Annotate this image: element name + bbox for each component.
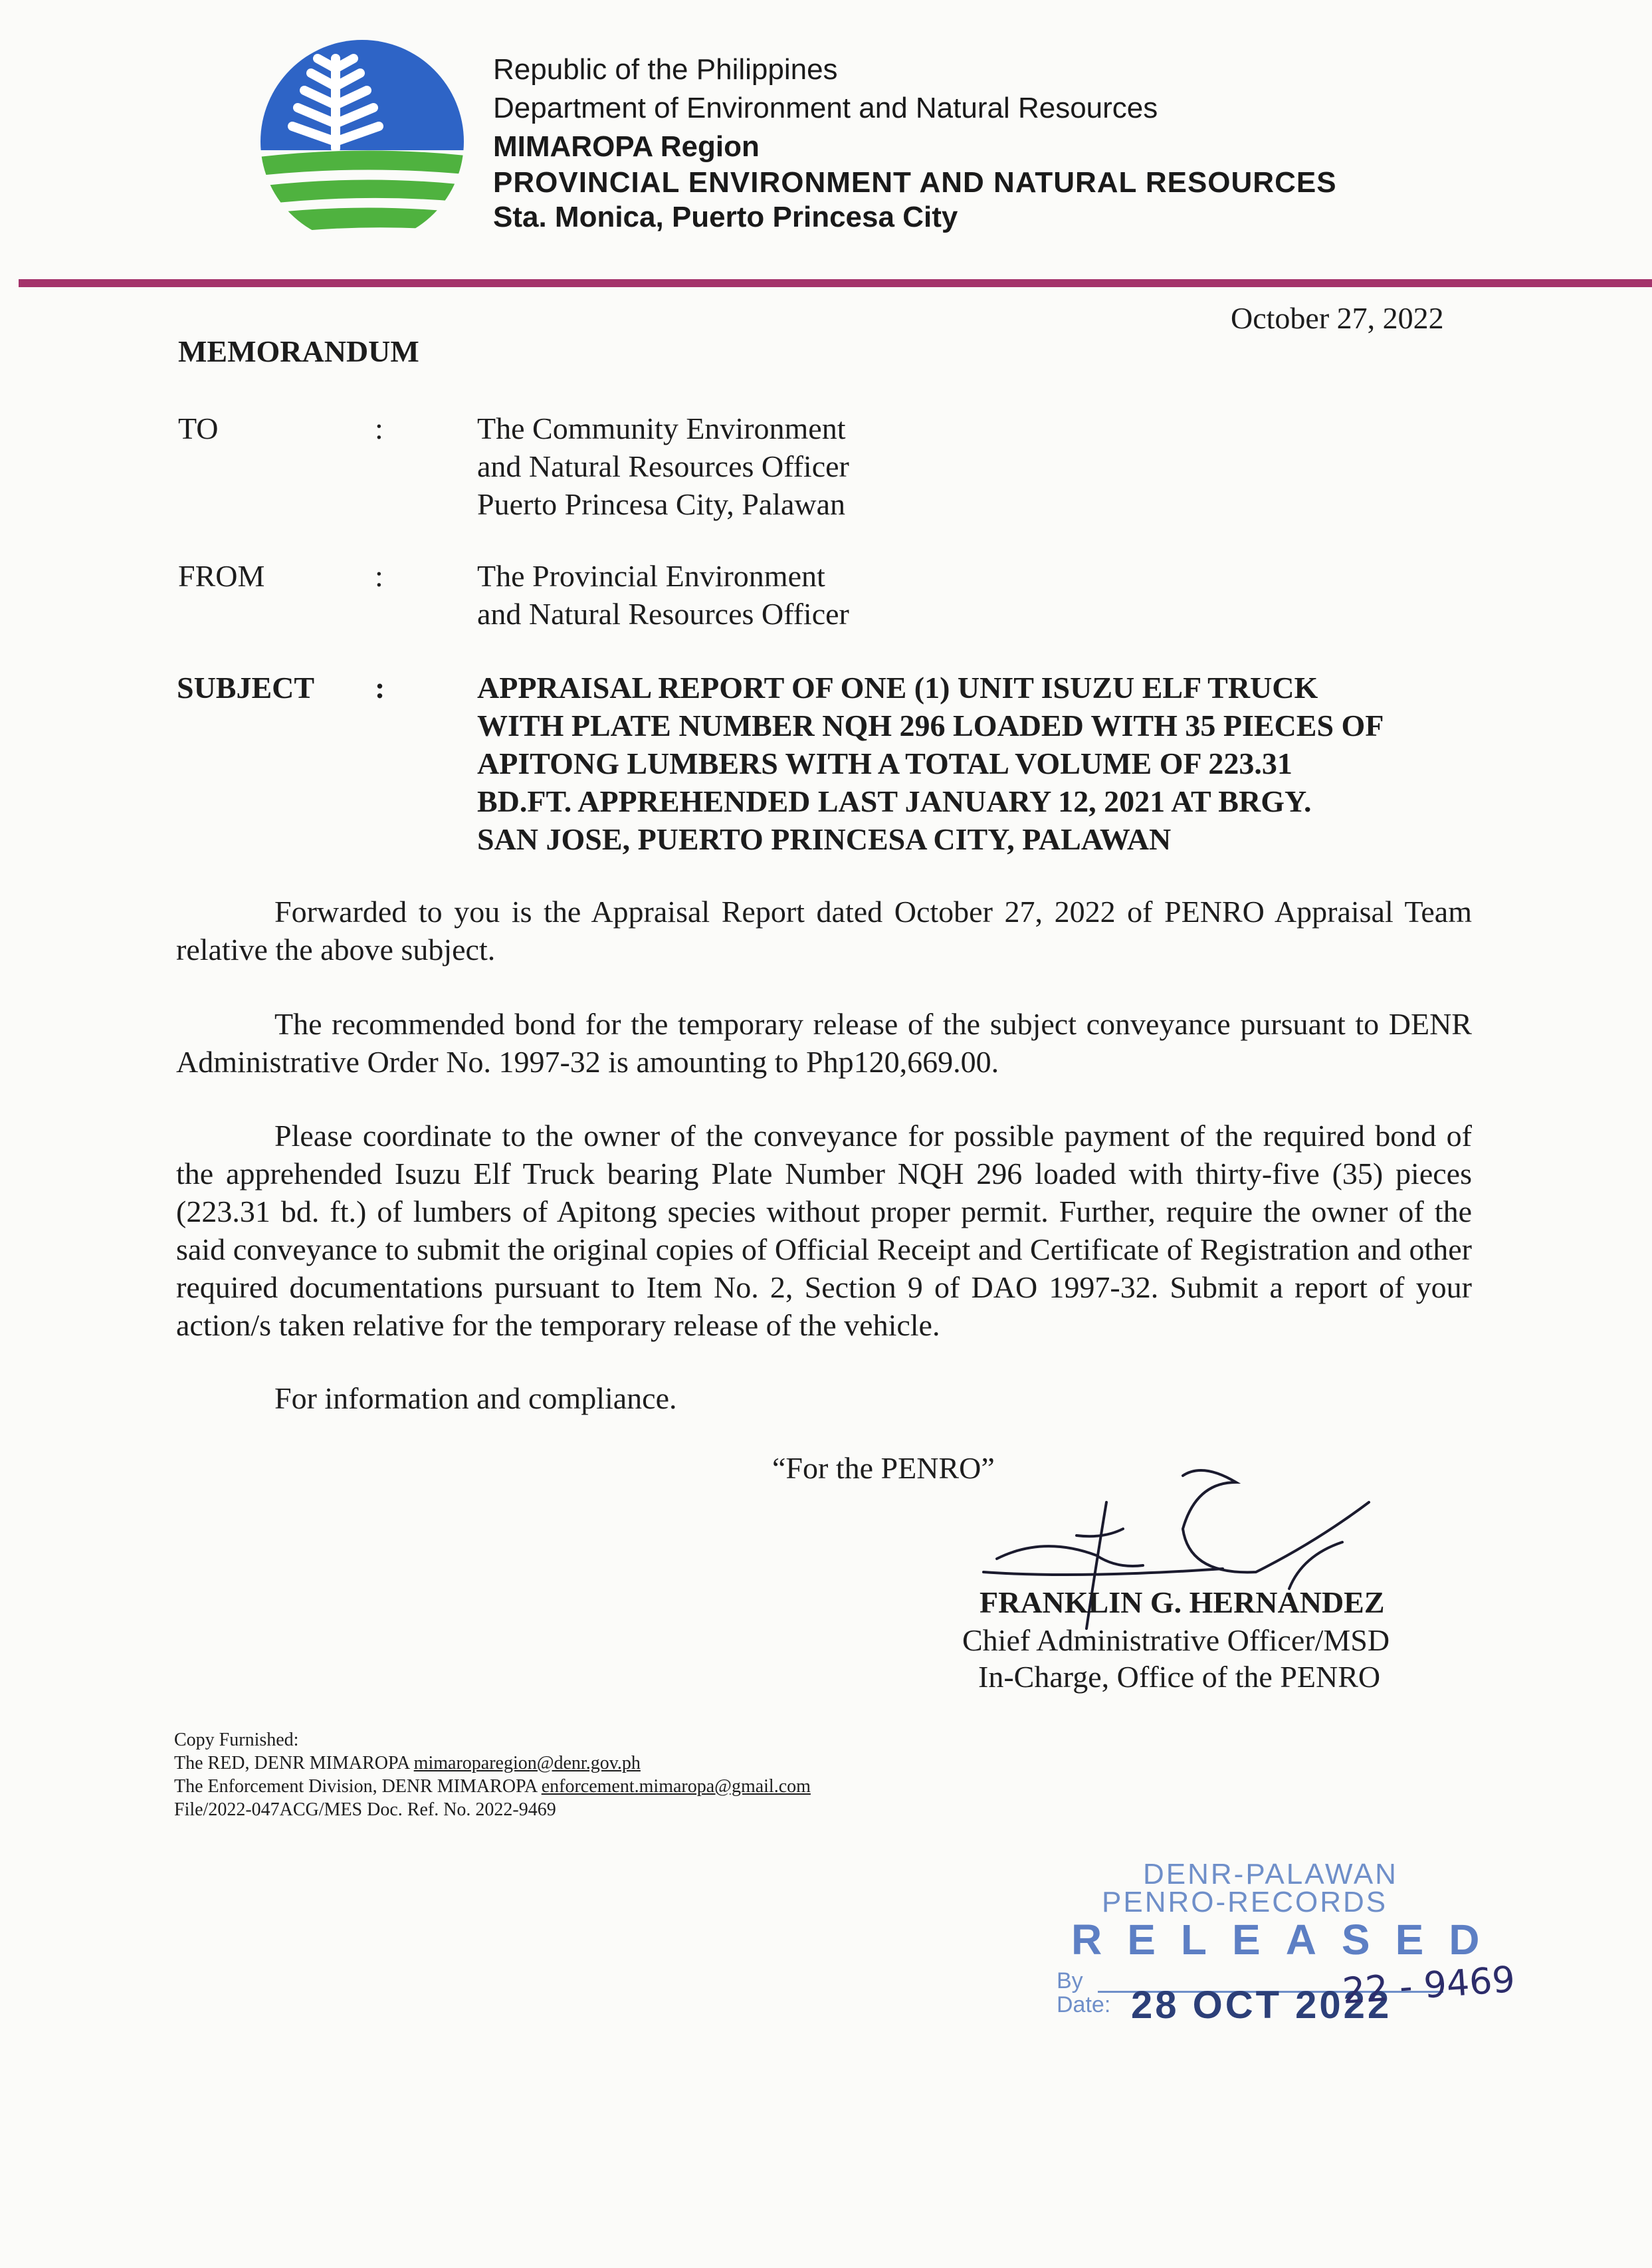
subject-line-3: APITONG LUMBERS WITH A TOTAL VOLUME OF 223.31	[477, 746, 1292, 780]
stamp-handwritten-ref: 22 - 9469	[1341, 1958, 1516, 2012]
paragraph-1: Forwarded to you is the Appraisal Report dated October 27, 2022 of PENRO Appraisal Team relative the above subject.	[176, 895, 1472, 966]
header-department: Department of Environment and Natural Resources	[493, 92, 1158, 124]
subject-line-4: BD.FT. APPREHENDED LAST JANUARY 12, 2021 AT BRGY.	[477, 784, 1312, 818]
to-line-3: Puerto Princesa City, Palawan	[477, 487, 846, 521]
header-rule	[19, 279, 1652, 287]
released-stamp	[1057, 1858, 1515, 2031]
signatory-name: FRANKLIN G. HERNANDEZ	[980, 1585, 1385, 1619]
from-colon: :	[375, 559, 383, 593]
email-link-red[interactable]: mimaroparegion@denr.gov.ph	[413, 1753, 641, 1773]
copy-furnished-line-3: File/2022-047ACG/MES Doc. Ref. No. 2022-9469	[174, 1799, 556, 1820]
to-label: TO	[178, 411, 219, 445]
stamp-date-label: Date:	[1057, 1992, 1111, 2017]
copy-furnished-line-1: The RED, DENR MIMAROPA mimaroparegion@denr.gov.ph	[174, 1753, 641, 1773]
denr-logo	[259, 39, 465, 245]
memo-date: October 27, 2022	[1231, 301, 1444, 335]
header-address: Sta. Monica, Puerto Princesa City	[493, 201, 958, 233]
to-line-2: and Natural Resources Officer	[477, 449, 849, 483]
stamp-line-1: DENR-PALAWAN	[1143, 1858, 1398, 1890]
stamp-date-value: 28 OCT 2022	[1131, 1984, 1392, 2027]
from-line-1: The Provincial Environment	[477, 559, 825, 593]
subject-label: SUBJECT	[177, 671, 315, 705]
subject-colon: :	[375, 671, 385, 705]
paragraph-2: The recommended bond for the temporary release of the subject conveyance pursuant to DENR Administrative Order No. 1997-32 is amounting to Php120,669.00.	[176, 1007, 1472, 1079]
header-region: MIMAROPA Region	[493, 130, 760, 163]
to-colon: :	[375, 411, 383, 445]
stamp-by-label: By	[1057, 1968, 1083, 1993]
header-republic: Republic of the Philippines	[493, 53, 838, 86]
to-line-1: The Community Environment	[477, 411, 846, 445]
subject-line-5: SAN JOSE, PUERTO PRINCESA CITY, PALAWAN	[477, 822, 1172, 856]
subject-line-2: WITH PLATE NUMBER NQH 296 LOADED WITH 35 PIECES OF	[477, 709, 1384, 742]
copy-furnished-label: Copy Furnished:	[174, 1730, 299, 1750]
for-the-penro: “For the PENRO”	[772, 1451, 995, 1485]
header-penro: PROVINCIAL ENVIRONMENT AND NATURAL RESOURCES	[493, 166, 1337, 199]
stamp-line-2: PENRO-RECORDS	[1102, 1886, 1388, 1918]
signatory-title-2: In-Charge, Office of the PENRO	[978, 1660, 1381, 1694]
stamp-released: RELEASED	[1071, 1916, 1505, 1964]
from-label: FROM	[178, 559, 265, 593]
memo-title: MEMORANDUM	[178, 334, 419, 368]
email-link-enforcement[interactable]: enforcement.mimaropa@gmail.com	[541, 1776, 811, 1797]
paragraph-3: Please coordinate to the owner of the conveyance for possible payment of the required bond of the apprehended Isuzu Elf Truck bearing Plate Number NQH 296 loaded with thirty-five (35) pieces (223.31 bd. ft.) of lumbers of Apitong species without proper permit. Further, require the owner of the said conveyance to submit the original copies of Official Receipt and Certificate of Registration and other required documentations pursuant to Item No. 2, Section 9 of DAO 1997-32. Submit a report of your action/s taken relative for the temporary release of the vehicle.	[176, 1119, 1472, 1342]
subject-line-1: APPRAISAL REPORT OF ONE (1) UNIT ISUZU ELF TRUCK	[477, 671, 1318, 705]
from-line-2: and Natural Resources Officer	[477, 597, 849, 631]
copy-furnished-line-2: The Enforcement Division, DENR MIMAROPA enforcement.mimaropa@gmail.com	[174, 1776, 811, 1797]
paragraph-4: For information and compliance.	[274, 1381, 677, 1415]
signatory-title-1: Chief Administrative Officer/MSD	[962, 1623, 1390, 1657]
